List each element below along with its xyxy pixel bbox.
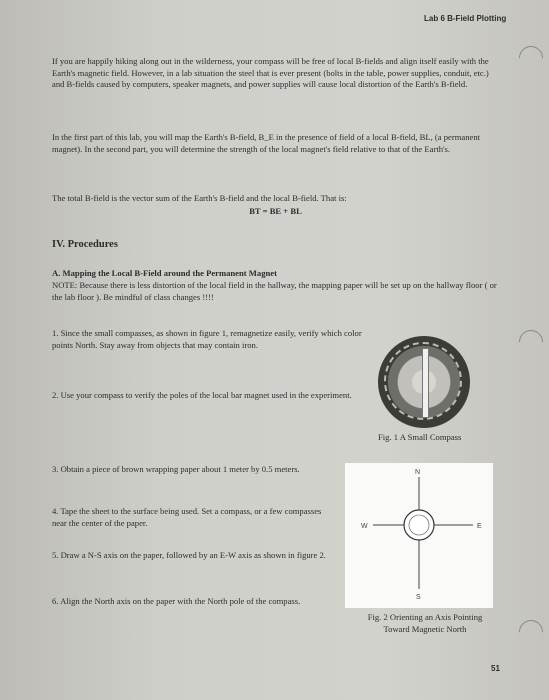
step-5: 5. Draw a N-S axis on the paper, followed by an E-W axis as shown in figure 2. — [52, 550, 326, 560]
fig2-caption-line2: Toward Magnetic North — [383, 624, 467, 634]
axis-diagram — [345, 463, 493, 608]
binder-hole-top — [514, 41, 548, 75]
page-header: Lab 6 B-Field Plotting — [424, 14, 507, 23]
page-number: 51 — [491, 664, 500, 673]
fig2-caption-line1: Fig. 2 Orienting an Axis Pointing — [367, 612, 483, 622]
vector-sum-paragraph: The total B-field is the vector sum of the Earth's B-field and the local B-field. That is: — [52, 193, 347, 203]
binder-hole-bottom — [514, 615, 548, 649]
binder-hole-middle — [514, 325, 548, 359]
step-2: 2. Use your compass to verify the poles of the local bar magnet used in the experiment. — [52, 390, 352, 400]
equation: BT = BE + BL — [249, 206, 302, 216]
step-1: 1. Since the small compasses, as shown in figure 1, remagnetize easily, verify which color points North. Stay away from objects that may contain iron. — [52, 328, 362, 350]
note-paragraph: NOTE: Because there is less distortion of the local field in the hallway, the mapping paper will be set up on the hallway floor ( or the lab floor ). Be mindful of class changes !!!! — [52, 280, 497, 302]
compass-circle — [404, 510, 434, 540]
step-3: 3. Obtain a piece of brown wrapping paper about 1 meter by 0.5 meters. — [52, 464, 300, 474]
compass-needle — [422, 348, 429, 418]
section-heading: IV. Procedures — [52, 239, 118, 250]
step-6: 6. Align the North axis on the paper with the North pole of the compass. — [52, 596, 301, 606]
step-4: 4. Tape the sheet to the surface being used. Set a compass, or a few compasses near the center of the paper. — [52, 506, 322, 528]
compass-photo — [378, 336, 470, 428]
axis-diagram-svg — [345, 463, 493, 608]
part-paragraph: In the first part of this lab, you will map the Earth's B-field, B_E in the presence of field of a local B-field, BL, (a permanent magnet). In the second part, you will determine the strength of the local magnet's field relative to that of the Earth's. — [52, 132, 481, 154]
label-west: W — [361, 523, 368, 530]
label-south: S — [416, 594, 421, 601]
label-east: E — [477, 523, 482, 530]
label-north: N — [415, 469, 421, 476]
fig1-caption: Fig. 1 A Small Compass — [378, 432, 462, 442]
subsection-title: A. Mapping the Local B-Field around the Permanent Magnet — [52, 268, 277, 278]
intro-paragraph: If you are happily hiking along out in the wilderness, your compass will be free of local B-fields and align itself easily with the Earth's magnetic field. However, in a lab situation the steel that is ever present (bolts in the table, power supplies, conduit, etc.) and B-fields caused by computers, speaker magnets, and power supplies will cause local distortion of the Earth's B-field. — [52, 56, 489, 90]
